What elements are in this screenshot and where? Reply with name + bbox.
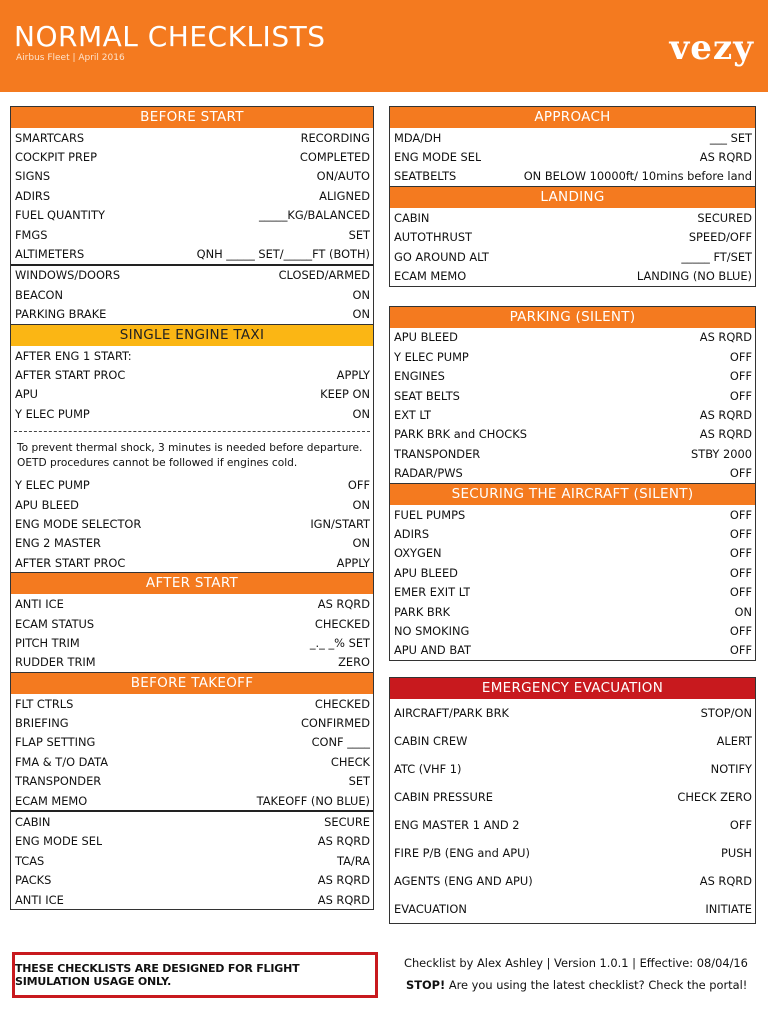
checklist-item: APU: [15, 387, 38, 402]
checklist-item: ANTI ICE: [15, 892, 64, 907]
checklist-row: [11, 871, 373, 890]
spacer: [389, 287, 756, 306]
checklist-row: [390, 425, 755, 444]
checklist-value: APPLY: [336, 367, 370, 382]
checklist-item: TRANSPONDER: [394, 446, 481, 461]
checklist-value: ON: [352, 497, 370, 512]
checklist-item: EXT LT: [394, 407, 432, 422]
checklist-item: AUTOTHRUST: [394, 230, 473, 245]
checklist-row: [11, 594, 373, 613]
vezy-logo: vezy: [669, 28, 754, 68]
checklist-item: Y ELEC PUMP: [394, 349, 469, 364]
checklist-item: ALTIMETERS: [15, 247, 85, 262]
checklist-item: Y ELEC PUMP: [15, 478, 90, 493]
checklist-value: _._ _% SET: [309, 635, 370, 650]
checklist-row: [390, 641, 755, 660]
checklist-value: OFF: [729, 585, 752, 600]
checklist-row: [11, 346, 373, 365]
checklist-item: TRANSPONDER: [15, 774, 102, 789]
checklist-item: FMGS: [15, 227, 48, 242]
checklist-row: [11, 285, 373, 304]
checklist-value: QNH _____ SET/_____FT (BOTH): [196, 247, 370, 262]
checklist-row: [390, 524, 755, 543]
checklist-value: SET: [348, 227, 370, 242]
checklist-item: CABIN CREW: [394, 733, 468, 748]
parking-section: [389, 306, 756, 484]
checklist-value: AS RQRD: [699, 873, 752, 888]
checklist-row: [390, 405, 755, 424]
before-start-section: [10, 106, 374, 325]
checklist-item: APU BLEED: [394, 565, 458, 580]
checklist-row: [390, 444, 755, 463]
checklist-row: [11, 812, 373, 831]
checklist-item: ADIRS: [15, 188, 51, 203]
checklist-value: AS RQRD: [699, 330, 752, 345]
section-title: BEFORE TAKEOFF: [11, 673, 373, 694]
checklist-value: AS RQRD: [317, 834, 370, 849]
checklist-item: WINDOWS/DOORS: [15, 268, 121, 283]
checklist-row: [390, 783, 755, 811]
checklist-item: AFTER START PROC: [15, 367, 126, 382]
checklist-value: ON: [352, 406, 370, 421]
checklist-item: ANTI ICE: [15, 597, 64, 612]
checklist-item: FUEL QUANTITY: [15, 208, 105, 223]
checklist-group: [11, 475, 373, 572]
checklist-item: ENGINES: [394, 369, 445, 384]
checklist-item: FLAP SETTING: [15, 735, 96, 750]
checklist-item: ENG MODE SEL: [394, 150, 482, 165]
disclaimer-box: THESE CHECKLISTS ARE DESIGNED FOR FLIGHT SIMULATION USAGE ONLY.: [12, 952, 378, 998]
checklist-value: OFF: [729, 565, 752, 580]
stop-notice: [406, 978, 747, 992]
checklist-value: OFF: [729, 526, 752, 541]
checklist-value: OFF: [729, 369, 752, 384]
checklist-item: FUEL PUMPS: [394, 507, 466, 522]
checklist-value: TA/RA: [337, 853, 370, 868]
checklist-row: [11, 305, 373, 324]
checklist-row: [390, 128, 755, 147]
checklist-row: [390, 811, 755, 839]
checklist-value: OFF: [729, 546, 752, 561]
checklist-value: CLOSED/ARMED: [278, 268, 370, 283]
checklist-row: [390, 266, 755, 285]
checklist-item: SEATBELTS: [394, 169, 457, 184]
checklist-value: PUSH: [720, 845, 752, 860]
left-column: [10, 106, 374, 910]
checklist-value: SPEED/OFF: [688, 230, 752, 245]
checklist-row: [11, 713, 373, 732]
checklist-group: [11, 128, 373, 264]
checklist-value: ON: [352, 307, 370, 322]
checklist-item: ECAM MEMO: [15, 793, 88, 808]
checklist-item: SEAT BELTS: [394, 388, 460, 403]
landing-section: [389, 187, 756, 287]
checklist-value: ON BELOW 10000ft/ 10mins before land: [523, 169, 752, 184]
checklist-item: APU AND BAT: [394, 643, 472, 658]
checklist-item: EVACUATION: [394, 901, 467, 916]
checklist-value: ON: [352, 287, 370, 302]
checklist-value: CHECKED: [314, 696, 370, 711]
checklist-item: ENG MODE SEL: [15, 834, 103, 849]
checklist-value: ON/AUTO: [316, 169, 370, 184]
checklist-value: _____KG/BALANCED: [258, 208, 370, 223]
checklist-item: GO AROUND ALT: [394, 249, 489, 264]
checklist-value: LANDING (NO BLUE): [636, 269, 752, 284]
checklist-row: [390, 699, 755, 727]
checklist-row: [390, 867, 755, 895]
checklist-item: TCAS: [15, 853, 45, 868]
checklist-group: [390, 699, 755, 923]
checklist-row: [11, 225, 373, 244]
before-takeoff-section: [10, 673, 374, 910]
checklist-row: [390, 463, 755, 482]
checklist-row: [390, 602, 755, 621]
checklist-group: [390, 328, 755, 483]
checklist-item: RUDDER TRIM: [15, 655, 96, 670]
checklist-group: [390, 208, 755, 286]
checklist-row: [390, 228, 755, 247]
checklist-row: [390, 347, 755, 366]
section-title: PARKING (SILENT): [390, 307, 755, 328]
checklist-row: [11, 534, 373, 553]
checklist-row: [390, 582, 755, 601]
checklist-value: SECURE: [324, 815, 370, 830]
checklist-item: ENG MODE SELECTOR: [15, 516, 142, 531]
after-start-section: [10, 573, 374, 673]
checklist-item: APU BLEED: [394, 330, 458, 345]
page-title: NORMAL CHECKLISTS: [14, 20, 326, 53]
section-title: BEFORE START: [11, 107, 373, 128]
checklist-item: MDA/DH: [394, 130, 442, 145]
checklist-item: FMA & T/O DATA: [15, 754, 109, 769]
checklist-item: OXYGEN: [394, 546, 442, 561]
section-title: SINGLE ENGINE TAXI: [11, 325, 373, 346]
checklist-item: ADIRS: [394, 526, 430, 541]
checklist-row: [390, 621, 755, 640]
checklist-row: [390, 247, 755, 266]
checklist-item: ENG 2 MASTER: [15, 536, 101, 551]
checklist-value: ALIGNED: [319, 188, 370, 203]
checklist-item: FLT CTRLS: [15, 696, 74, 711]
checklist-group: [11, 594, 373, 672]
checklist-value: APPLY: [336, 555, 370, 570]
checklist-value: OFF: [729, 643, 752, 658]
checklist-row: [11, 186, 373, 205]
section-title: APPROACH: [390, 107, 755, 128]
checklist-value: ___ SET: [709, 130, 752, 145]
checklist-item: COCKPIT PREP: [15, 150, 97, 165]
checklist-value: AS RQRD: [699, 427, 752, 442]
section-title: AFTER START: [11, 573, 373, 594]
checklist-item: AIRCRAFT/PARK BRK: [394, 705, 509, 720]
checklist-row: [11, 733, 373, 752]
checklist-row: [390, 147, 755, 166]
section-title: SECURING THE AIRCRAFT (SILENT): [390, 484, 755, 505]
checklist-item: Y ELEC PUMP: [15, 406, 90, 421]
checklist-item: PARKING BRAKE: [15, 307, 107, 322]
checklist-row: [390, 328, 755, 347]
checklist-value: AS RQRD: [317, 892, 370, 907]
checklist-row: [11, 694, 373, 713]
checklist-row: [390, 386, 755, 405]
checklist-value: CHECK: [330, 754, 370, 769]
checklist-item: BEACON: [15, 287, 64, 302]
checklist-value: AS RQRD: [317, 597, 370, 612]
checklist-row: [11, 890, 373, 909]
checklist-value: OFF: [729, 623, 752, 638]
checklist-group: [11, 694, 373, 810]
checklist-item: FIRE P/B (ENG and APU): [394, 845, 530, 860]
checklist-group: [11, 346, 373, 424]
stop-text: Are you using the latest checklist? Check the portal!: [445, 978, 748, 992]
checklist-item: CABIN: [15, 815, 51, 830]
checklist-row: [11, 832, 373, 851]
securing-section: [389, 484, 756, 661]
checklist-row: [11, 653, 373, 672]
checklist-value: OFF: [729, 817, 752, 832]
checklist-row: [390, 544, 755, 563]
checklist-row: [11, 752, 373, 771]
checklist-row: [11, 851, 373, 870]
header-banner: [0, 0, 768, 92]
checklist-value: AS RQRD: [317, 873, 370, 888]
checklist-row: [390, 208, 755, 227]
checklist-value: ZERO: [338, 655, 370, 670]
checklist-value: AS RQRD: [699, 150, 752, 165]
checklist-row: [11, 514, 373, 533]
checklist-item: NO SMOKING: [394, 623, 470, 638]
checklist-row: [11, 128, 373, 147]
checklist-item: CABIN PRESSURE: [394, 789, 493, 804]
stop-label: STOP!: [406, 978, 446, 992]
checklist-value: STBY 2000: [691, 446, 752, 461]
approach-section: [389, 106, 756, 187]
checklist-row: [390, 167, 755, 186]
checklist-value: NOTIFY: [710, 761, 752, 776]
checklist-item: BRIEFING: [15, 716, 69, 731]
checklist-value: OFF: [729, 388, 752, 403]
checklist-value: OFF: [729, 466, 752, 481]
checklist-item: AGENTS (ENG AND APU): [394, 873, 533, 888]
checklist-item: PARK BRK: [394, 604, 451, 619]
checklist-row: [11, 772, 373, 791]
checklist-group: [390, 128, 755, 186]
checklist-row: [390, 839, 755, 867]
checklist-value: KEEP ON: [320, 387, 370, 402]
credit-line: Checklist by Alex Ashley | Version 1.0.1 | Effective: 08/04/16: [404, 956, 748, 970]
checklist-item: ECAM MEMO: [394, 269, 467, 284]
checklist-item: EMER EXIT LT: [394, 585, 471, 600]
checklist-value: INITIATE: [705, 901, 752, 916]
single-engine-taxi-section: [10, 325, 374, 574]
section-title: LANDING: [390, 187, 755, 208]
checklist-value: STOP/ON: [700, 705, 752, 720]
checklist-row: [11, 206, 373, 225]
checklist-item: SIGNS: [15, 169, 51, 184]
checklist-value: TAKEOFF (NO BLUE): [256, 793, 370, 808]
checklist-row: [11, 475, 373, 494]
thermal-shock-note: To prevent thermal shock, 3 minutes is needed before departure. OETD procedures cannot be followed if engines cold.: [17, 442, 363, 470]
checklist-row: [11, 244, 373, 263]
checklist-row: [390, 895, 755, 923]
checklist-row: [390, 727, 755, 755]
checklist-value: SECURED: [697, 210, 752, 225]
checklist-value: ON: [734, 604, 752, 619]
checklist-value: ON: [352, 536, 370, 551]
checklist-item: PACKS: [15, 873, 52, 888]
checklist-item: PARK BRK and CHOCKS: [394, 427, 527, 442]
checklist-row: [11, 385, 373, 404]
checklist-value: CONFIRMED: [300, 716, 370, 731]
checklist-group: [390, 505, 755, 660]
checklist-row: [11, 167, 373, 186]
checklist-item: ECAM STATUS: [15, 616, 95, 631]
checklist-value: _____ FT/SET: [681, 249, 752, 264]
checklist-value: CHECK ZERO: [677, 789, 752, 804]
checklist-row: [11, 791, 373, 810]
checklist-item: AFTER START PROC: [15, 555, 126, 570]
checklist-item: PITCH TRIM: [15, 635, 80, 650]
right-column: [389, 106, 756, 924]
checklist-group: [11, 264, 373, 324]
checklist-item: CABIN: [394, 210, 430, 225]
checklist-row: [390, 367, 755, 386]
checklist-group: [11, 810, 373, 909]
page-subtitle: Airbus Fleet | April 2016: [16, 53, 125, 63]
checklist-value: RECORDING: [300, 130, 370, 145]
checklist-row: [390, 505, 755, 524]
checklist-row: [11, 553, 373, 572]
checklist-value: IGN/START: [310, 516, 370, 531]
checklist-row: [390, 563, 755, 582]
emergency-evacuation-section: [389, 677, 756, 924]
checklist-item: APU BLEED: [15, 497, 79, 512]
checklist-value: OFF: [729, 507, 752, 522]
checklist-value: CHECKED: [314, 616, 370, 631]
checklist-row: [11, 147, 373, 166]
spacer: [389, 661, 756, 677]
checklist-item: ATC (VHF 1): [394, 761, 462, 776]
checklist-row: [11, 404, 373, 423]
checklist-value: SET: [348, 774, 370, 789]
checklist-row: [11, 614, 373, 633]
dashed-divider: [14, 431, 370, 432]
checklist-item: RADAR/PWS: [394, 466, 463, 481]
checklist-value: OFF: [347, 478, 370, 493]
checklist-value: CONF ____: [311, 735, 370, 750]
checklist-value: AS RQRD: [699, 407, 752, 422]
checklist-value: OFF: [729, 349, 752, 364]
checklist-row: [11, 365, 373, 384]
checklist-item: ENG MASTER 1 AND 2: [394, 817, 520, 832]
checklist-value: COMPLETED: [299, 150, 370, 165]
checklist-row: [11, 266, 373, 285]
checklist-row: [11, 633, 373, 652]
checklist-item: SMARTCARS: [15, 130, 85, 145]
checklist-row: [390, 755, 755, 783]
checklist-value: ALERT: [716, 733, 752, 748]
section-title: EMERGENCY EVACUATION: [390, 678, 755, 699]
checklist-item: AFTER ENG 1 START:: [15, 348, 132, 363]
checklist-row: [11, 495, 373, 514]
